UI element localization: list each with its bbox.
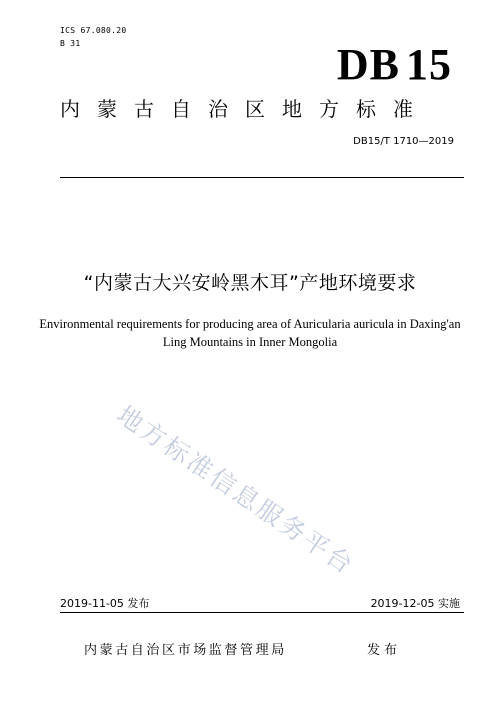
document-title-english [30,315,470,351]
title-english-line-2: Ling Mountains in Inner Mongolia [162,335,338,349]
footer-divider [60,612,464,613]
standard-logo [337,40,452,90]
ccs-code: B 31 [60,39,81,48]
title-english-line-1: Environmental requirements for producing area of Auricularia auricula in Daxing'an [39,317,461,331]
watermark-text: 地方标准信息服务平台 [111,400,361,581]
issue-label: 发布 [367,643,402,658]
issue-date: 2019-11-05 发布 [60,597,150,610]
document-title-chinese: “内蒙古大兴安岭黑木耳”产地环境要求 [83,272,417,294]
issuing-authority: 内蒙古自治区市场监督管理局 [84,643,287,658]
standard-number: DB15/T 1710—2019 [353,136,454,147]
logo-letters: DB [336,40,400,89]
header-divider [60,177,464,178]
logo-number: 15 [406,40,452,89]
ics-code: ICS 67.080.20 [60,26,127,35]
implementation-date: 2019-12-05 实施 [370,597,460,610]
standard-category-title: 内蒙古自治区地方标准 [60,97,430,121]
